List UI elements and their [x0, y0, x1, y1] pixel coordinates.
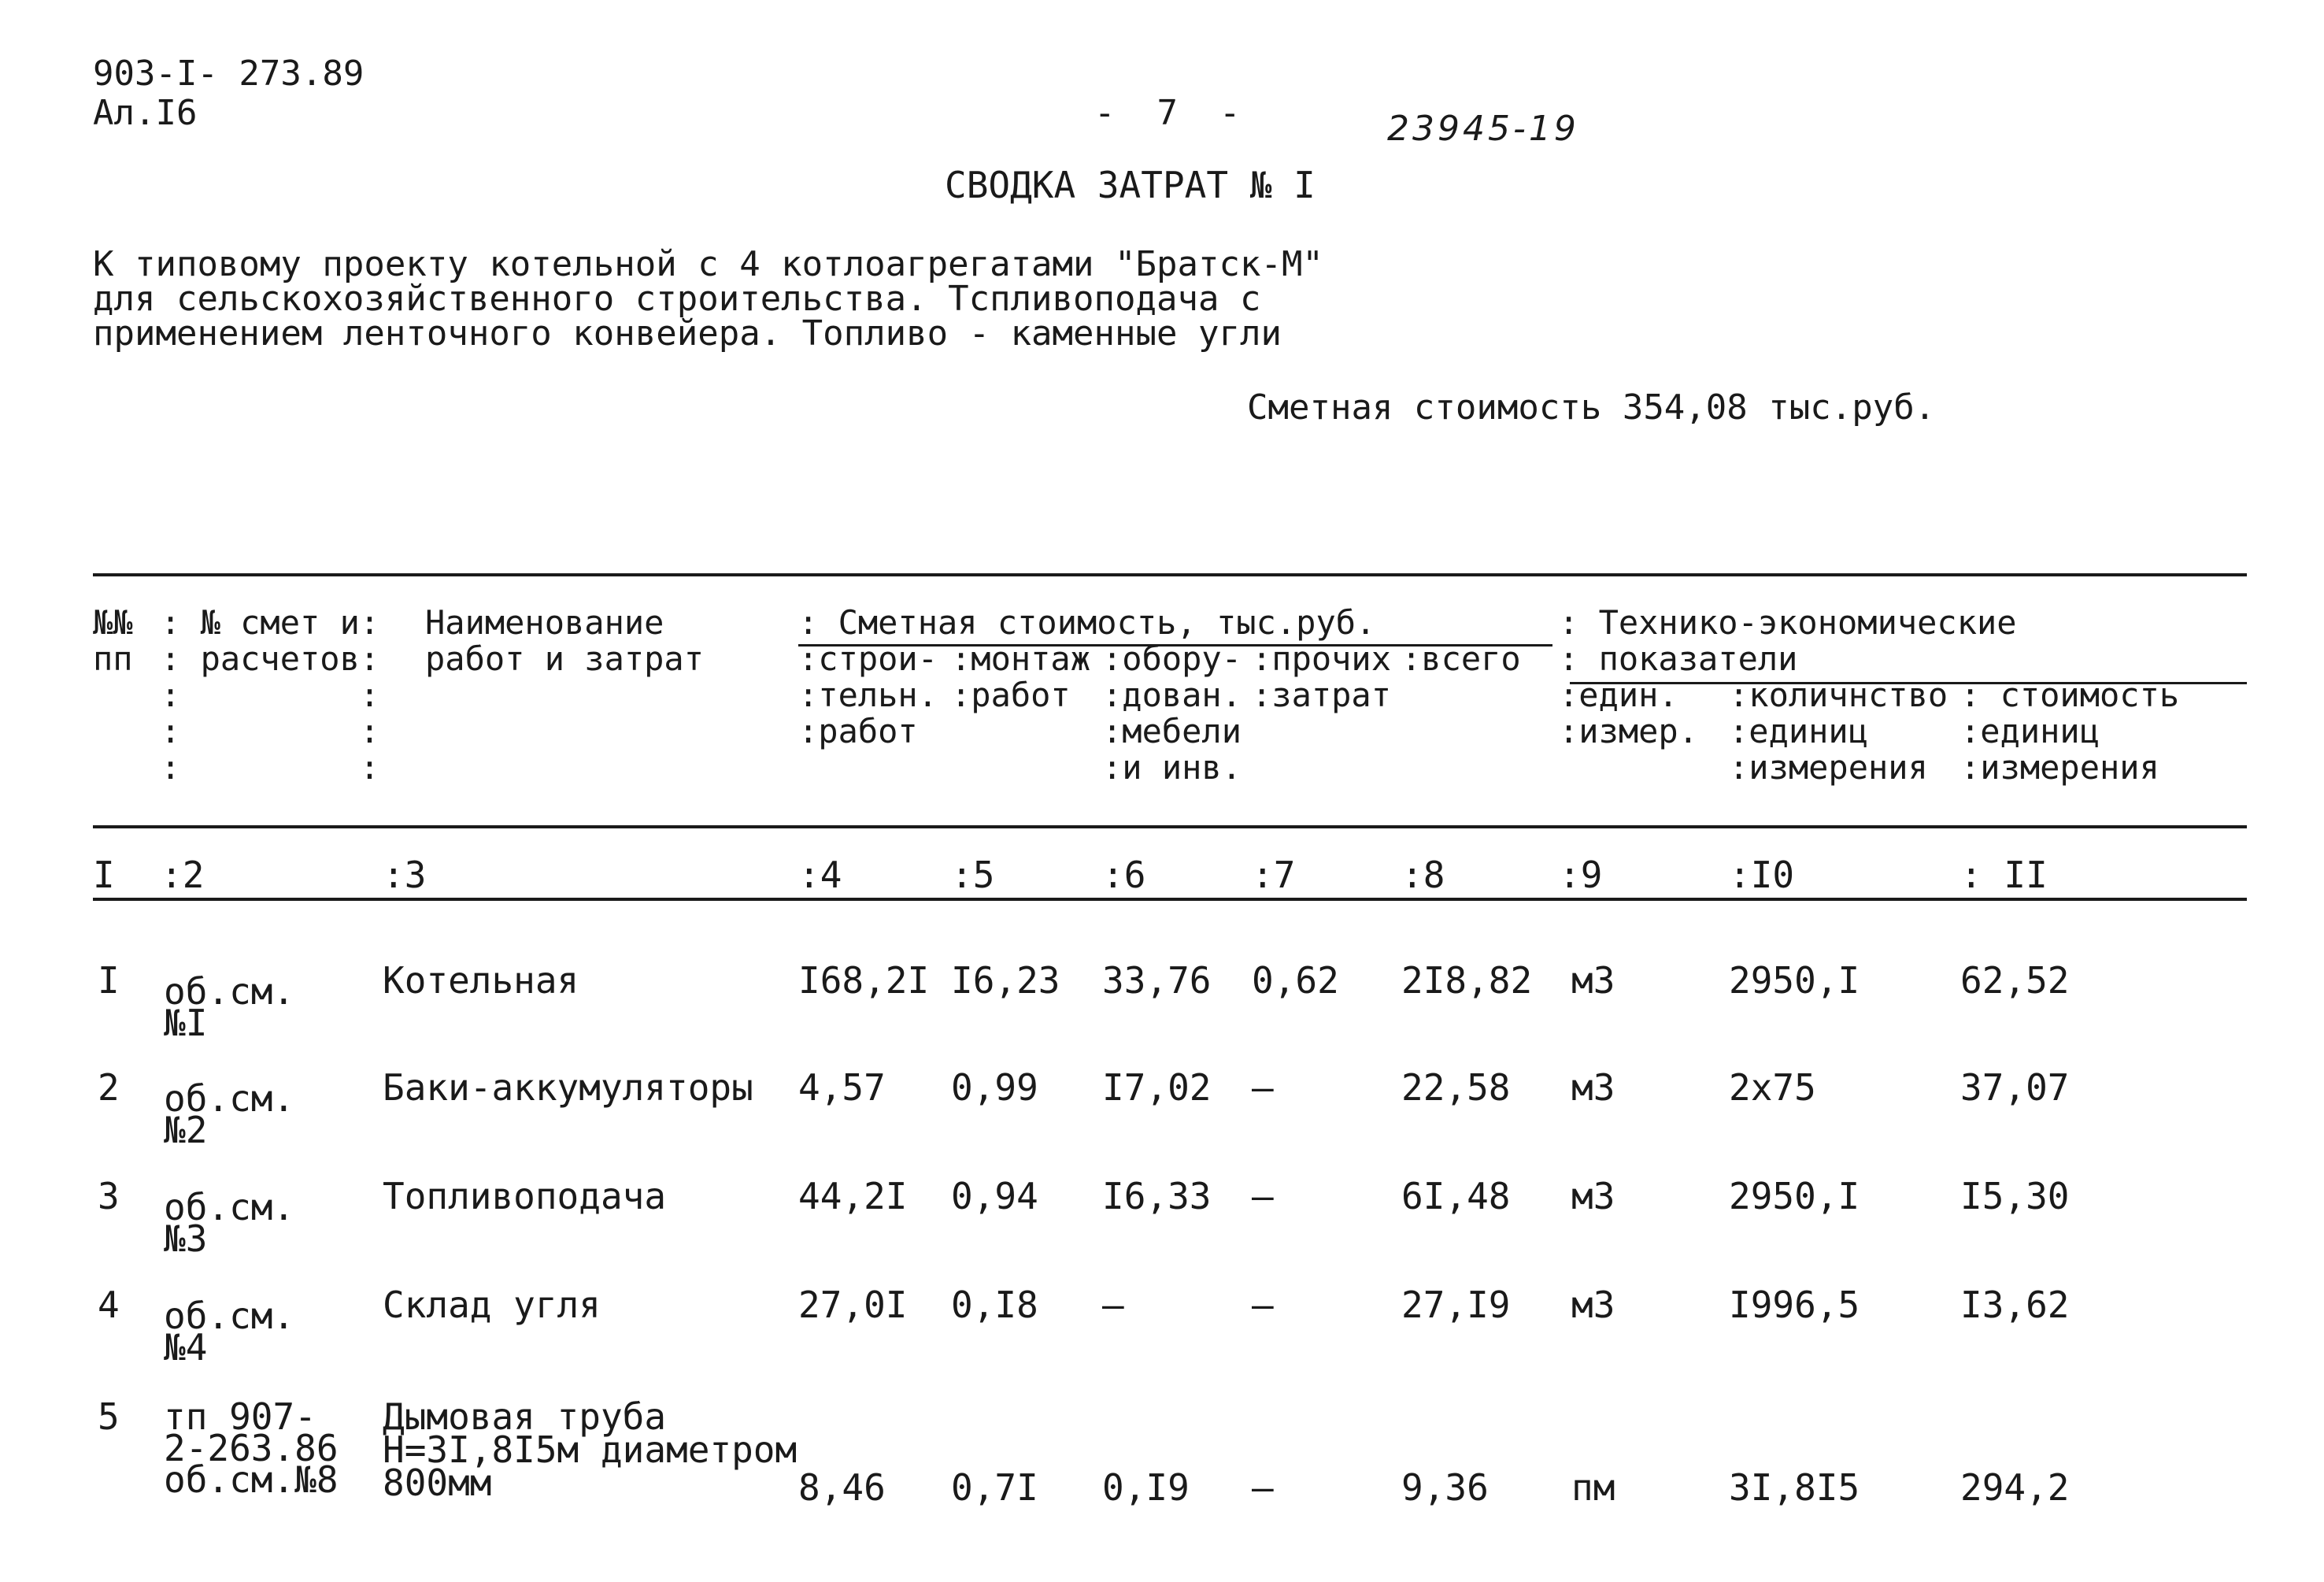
colnum: :7 — [1252, 854, 1296, 896]
header-cost-group: : Сметная стоимость, тыс.руб. — [798, 603, 1376, 642]
cell-c7: – — [1252, 1175, 1274, 1217]
cell-c9: пм — [1571, 1466, 1615, 1509]
cell-c7: – — [1252, 1284, 1274, 1326]
estimate-ref: №I — [164, 1002, 208, 1044]
header-estimate-ref: : № смет и: — [161, 603, 380, 642]
cell-c4: 44,2I — [798, 1175, 908, 1217]
cell-c10: 3I,8I5 — [1729, 1466, 1860, 1509]
estimate-ref: об.см. — [164, 970, 295, 1013]
cell-c6: – — [1102, 1284, 1124, 1326]
header-other-2: :затрат — [1252, 676, 1392, 714]
cell-c8: 2I8,82 — [1401, 959, 1533, 1002]
colnum: : II — [1960, 854, 2048, 896]
cell-c4: I68,2I — [798, 959, 930, 1002]
cell-c10: 2х75 — [1729, 1066, 1816, 1109]
cell-c8: 27,I9 — [1401, 1284, 1511, 1326]
header-equipment-3: :мебели — [1102, 712, 1242, 750]
header-unit: :един. — [1559, 676, 1678, 714]
header-equipment: :обору- — [1102, 639, 1242, 678]
cell-c7: 0,62 — [1252, 959, 1339, 1002]
work-name: Дымовая труба — [383, 1395, 667, 1438]
header-quantity-3: :измерения — [1729, 748, 1928, 787]
header-quantity-2: :единиц — [1729, 712, 1869, 750]
header-installation-2: :работ — [951, 676, 1071, 714]
cell-c4: 27,0I — [798, 1284, 908, 1326]
cell-c6: I7,02 — [1102, 1066, 1212, 1109]
header-unit-2: :измер. — [1559, 712, 1699, 750]
header-colon: : : — [161, 676, 380, 714]
header-unit-cost-2: :единиц — [1960, 712, 2100, 750]
cell-c9: м3 — [1571, 959, 1615, 1002]
header-total: :всего — [1401, 639, 1521, 678]
cell-c9: м3 — [1571, 1284, 1615, 1326]
estimate-ref: №3 — [164, 1217, 208, 1260]
header-tech-group: : Технико-экономические — [1559, 603, 2017, 642]
header-colon: : : — [161, 712, 380, 750]
work-name: Баки-аккумуляторы — [383, 1066, 753, 1109]
header-tech-group-sub: : показатели — [1559, 639, 1798, 678]
header-quantity: :количнство — [1729, 676, 1948, 714]
header-construction: :строи- — [798, 639, 938, 678]
colnum: :2 — [161, 854, 205, 896]
handwritten-stamp: 23945-19 — [1387, 109, 1579, 149]
estimate-ref: об.см. — [164, 1186, 295, 1228]
cell-c8: 22,58 — [1401, 1066, 1511, 1109]
table-top-rule — [93, 573, 2247, 576]
cell-c5: 0,7I — [951, 1466, 1038, 1509]
estimate-ref: об.см. — [164, 1295, 295, 1337]
cell-c10: 2950,I — [1729, 1175, 1860, 1217]
colnum: :I0 — [1729, 854, 1795, 896]
cell-c6: 33,76 — [1102, 959, 1212, 1002]
cell-c6: 0,I9 — [1102, 1466, 1190, 1509]
cell-c9: м3 — [1571, 1175, 1615, 1217]
header-bottom-rule — [93, 825, 2247, 828]
header-estimate-ref-sub: : расчетов: — [161, 639, 380, 678]
header-equipment-2: :дован. — [1102, 676, 1242, 714]
colnum: :6 — [1102, 854, 1146, 896]
header-construction-2: :тельн. — [798, 676, 938, 714]
estimate-ref: №4 — [164, 1326, 208, 1369]
estimate-ref: тп 907- — [164, 1395, 316, 1438]
description-line-2: для сельскохозяйственного строительства. Тспливоподача с — [93, 279, 1261, 319]
colnum: :5 — [951, 854, 995, 896]
estimate-ref: об.см.№8 — [164, 1458, 339, 1501]
estimate-total: Сметная стоимость 354,08 тыс.руб. — [1247, 387, 1936, 428]
estimate-ref: об.см. — [164, 1077, 295, 1120]
cell-c8: 9,36 — [1401, 1466, 1489, 1509]
header-installation: :монтаж — [951, 639, 1091, 678]
work-name: 800мм — [383, 1462, 492, 1504]
colnum: :8 — [1401, 854, 1445, 896]
colnum-bottom-rule — [93, 898, 2247, 901]
cell-c4: 4,57 — [798, 1066, 886, 1109]
cell-c7: – — [1252, 1066, 1274, 1109]
row-number: 5 — [98, 1395, 120, 1438]
cell-c8: 6I,48 — [1401, 1175, 1511, 1217]
header-construction-3: :работ — [798, 712, 918, 750]
header-equipment-4: :и инв. — [1102, 748, 1242, 787]
sheet-label: Ал.I6 — [93, 93, 198, 133]
header-work-name: Наименование — [425, 603, 664, 642]
cell-c7: – — [1252, 1466, 1274, 1509]
cell-c5: 0,99 — [951, 1066, 1038, 1109]
colnum: :3 — [383, 854, 427, 896]
work-name: Н=3I,8I5м диаметром — [383, 1428, 797, 1471]
page-title: СВОДКА ЗАТРАТ № I — [945, 164, 1316, 206]
cell-c4: 8,46 — [798, 1466, 886, 1509]
work-name: Топливоподача — [383, 1175, 667, 1217]
header-other: :прочих — [1252, 639, 1392, 678]
row-number: 3 — [98, 1175, 120, 1217]
header-number: №№ — [93, 603, 133, 642]
colnum: I — [93, 854, 115, 896]
cell-c11: I5,30 — [1960, 1175, 2070, 1217]
page-number: - 7 - — [1094, 93, 1241, 133]
description-line-1: К типовому проекту котельной с 4 котлоагрегатами "Братск-М" — [93, 244, 1323, 284]
cell-c11: I3,62 — [1960, 1284, 2070, 1326]
cell-c5: I6,23 — [951, 959, 1060, 1002]
cell-c10: 2950,I — [1729, 959, 1860, 1002]
header-number-sub: пп — [93, 639, 133, 678]
cell-c10: I996,5 — [1729, 1284, 1860, 1326]
cell-c11: 37,07 — [1960, 1066, 2070, 1109]
estimate-ref: №2 — [164, 1109, 208, 1151]
cell-c5: 0,I8 — [951, 1284, 1038, 1326]
cell-c6: I6,33 — [1102, 1175, 1212, 1217]
description-line-3: применением ленточного конвейера. Топливо - каменные угли — [93, 313, 1282, 354]
header-unit-cost-3: :измерения — [1960, 748, 2159, 787]
colnum: :9 — [1559, 854, 1603, 896]
work-name: Склад угля — [383, 1284, 601, 1326]
row-number: I — [98, 959, 120, 1002]
row-number: 4 — [98, 1284, 120, 1326]
work-name: Котельная — [383, 959, 579, 1002]
cell-c11: 62,52 — [1960, 959, 2070, 1002]
row-number: 2 — [98, 1066, 120, 1109]
cell-c5: 0,94 — [951, 1175, 1038, 1217]
colnum: :4 — [798, 854, 842, 896]
header-work-name-sub: работ и затрат — [425, 639, 705, 678]
cell-c11: 294,2 — [1960, 1466, 2070, 1509]
cell-c9: м3 — [1571, 1066, 1615, 1109]
document-code: 903-I- 273.89 — [93, 54, 365, 94]
header-unit-cost: : стоимость — [1960, 676, 2180, 714]
estimate-ref: 2-263.86 — [164, 1427, 339, 1469]
header-colon: : : — [161, 748, 380, 787]
